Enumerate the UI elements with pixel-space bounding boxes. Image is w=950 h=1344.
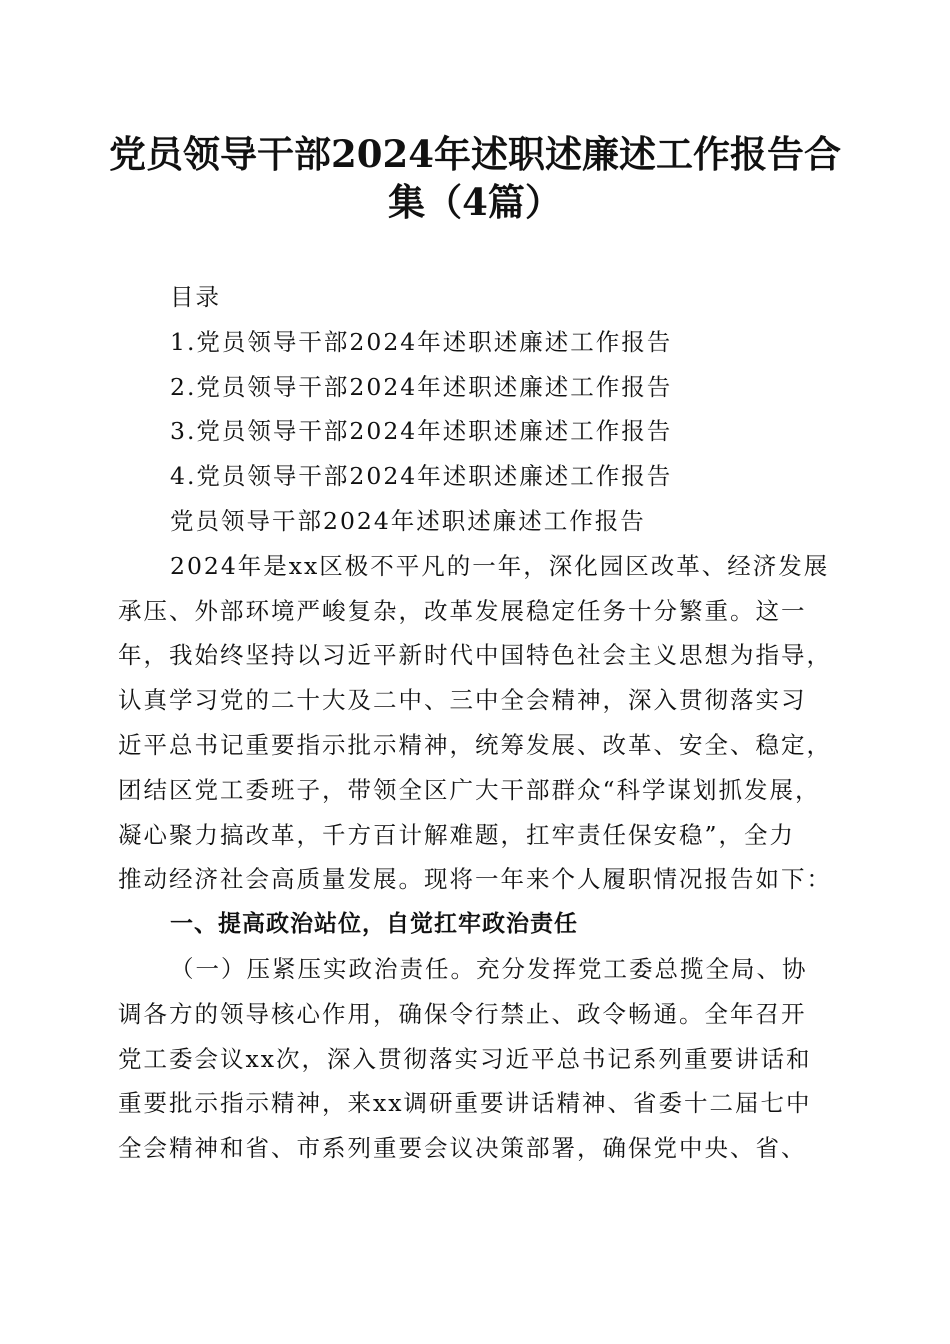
paragraph-line: 全会精神和省、市系列重要会议决策部署，确保党中央、省、 [118,1134,807,1163]
document-body [118,275,838,1171]
paragraph-line: 2024年是xx区极不平凡的一年，深化园区改革、经济发展 [170,551,830,580]
title-line-1: 党员领导干部2024年述职述廉述工作报告合 [109,132,841,176]
toc-item: 2.党员领导干部2024年述职述廉述工作报告 [170,372,673,401]
section-heading: 一、提高政治站位，自觉扛牢政治责任 [170,911,578,938]
toc-item: 4.党员领导干部2024年述职述廉述工作报告 [170,462,673,491]
paragraph-line: （一）压紧压实政治责任。充分发挥党工委总揽全局、协 [170,954,808,983]
paragraph-line: 重要批示指示精神，来xx调研重要讲话精神、省委十二届七中 [118,1089,812,1118]
toc-item: 1.党员领导干部2024年述职述廉述工作报告 [170,327,673,356]
paragraph-line: 年，我始终坚持以习近平新时代中国特色社会主义思想为指导， [118,641,832,670]
toc-item: 3.党员领导干部2024年述职述廉述工作报告 [170,417,673,446]
paragraph-line: 党工委会议xx次，深入贯彻落实习近平总书记系列重要讲话和 [118,1044,812,1073]
report-title: 党员领导干部2024年述职述廉述工作报告 [170,506,646,535]
paragraph-line: 团结区党工委班子，带领全区广大干部群众“科学谋划抓发展， [118,775,821,804]
paragraph-line: 认真学习党的二十大及二中、三中全会精神，深入贯彻落实习 [118,686,807,715]
paragraph-line: 承压、外部环境严峻复杂，改革发展稳定任务十分繁重。这一 [118,596,807,625]
paragraph-line: 凝心聚力搞改革，千方百计解难题，扛牢责任保安稳”，全力 [118,820,796,849]
document-title [100,130,850,226]
title-line-2: 集（4篇） [388,180,562,224]
paragraph-line: 近平总书记重要指示批示精神，统筹发展、改革、安全、稳定， [118,730,832,759]
paragraph-line: 推动经济社会高质量发展。现将一年来个人履职情况报告如下： [118,865,832,894]
toc-label: 目录 [170,283,221,311]
paragraph-line: 调各方的领导核心作用，确保令行禁止、政令畅通。全年召开 [118,999,807,1028]
